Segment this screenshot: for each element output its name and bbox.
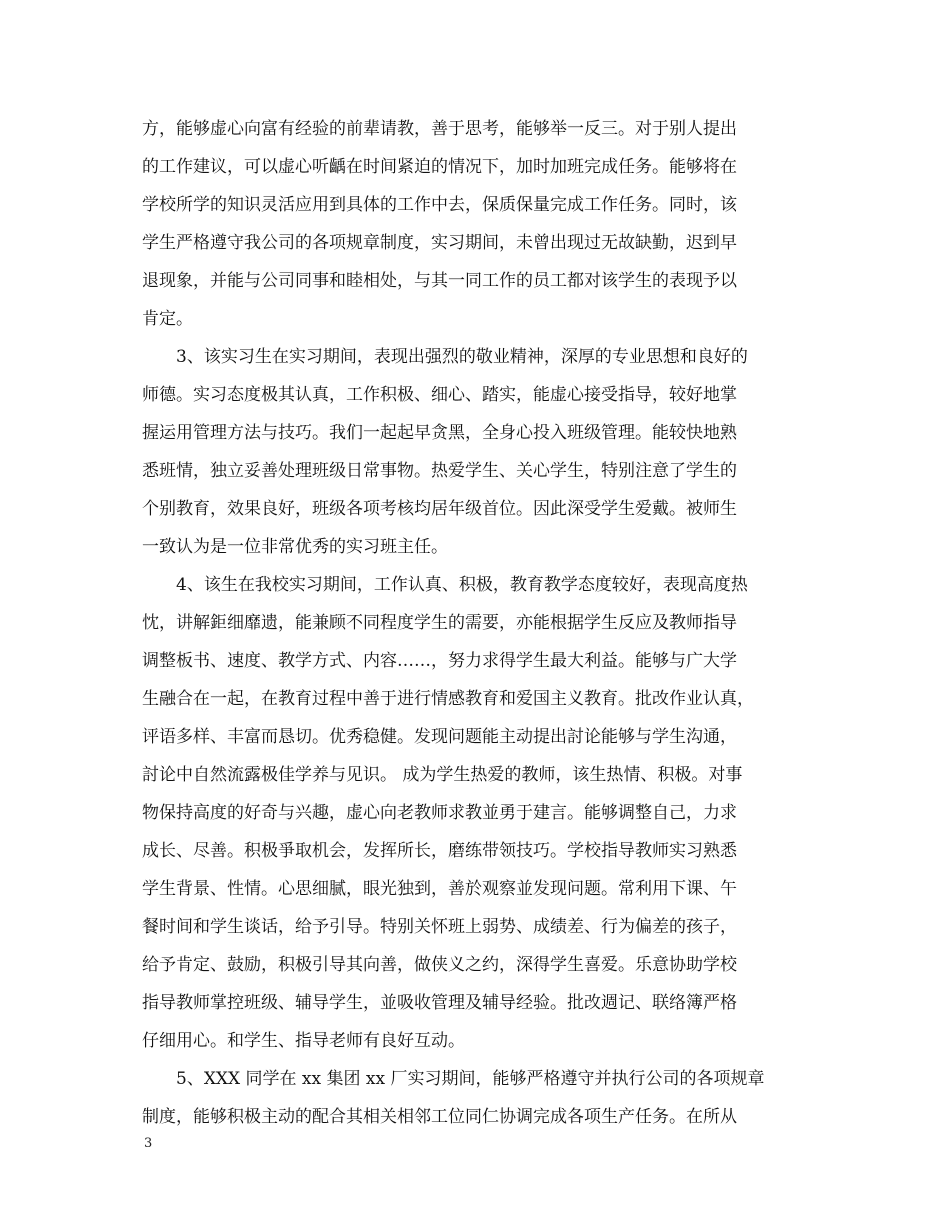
page-number: 3 — [144, 1136, 153, 1151]
text-line: 討论中自然流露极佳学养与见识。 成为学生热爱的教师，该生热情、积极。对事 — [142, 765, 743, 785]
paragraph-3-start: 3、该实习生在实习期间，表现出强烈的敬业精神，深厚的专业思想和良好的 — [176, 347, 748, 367]
text-line: 指导教师掌控班级、辅导学生，並吸收管理及辅导经验。批改週记、联络簿严格 — [142, 993, 737, 1013]
text-line: 生融合在一起，在教育过程中善于进行情感教育和爱国主义教育。批改作业认真， — [142, 689, 754, 709]
text-line: 调整板书、速度、教学方式、内容……，努力求得学生最大利益。能够与广大学 — [142, 651, 737, 671]
text-line: 一致认为是一位非常优秀的实习班主任。 — [142, 537, 448, 557]
paragraph-5-start: 5、XXX 同学在 xx 集团 xx 厂实习期间，能够严格遵守并执行公司的各项规章 — [176, 1069, 765, 1089]
text-line: 个别教育，效果良好，班级各项考核均居年级首位。因此深受学生爱戴。被师生 — [142, 499, 737, 519]
text-line: 师德。实习态度极其认真，工作积极、细心、踏实，能虚心接受指导，较好地掌 — [142, 385, 737, 405]
text-line: 的工作建议，可以虚心听齲在时间紧迫的情况下，加时加班完成任务。能够将在 — [142, 157, 737, 177]
text-line: 方，能够虚心向富有经验的前辈请教，善于思考，能够举一反三。对于别人提出 — [142, 119, 737, 139]
text-line: 退现象，并能与公司同事和睦相处，与其一同工作的员工都对该学生的表现予以 — [142, 271, 737, 291]
text-line: 学生背景、性情。心思细腻，眼光独到，善於观察並发现问题。常利用下课、午 — [142, 879, 737, 899]
text-line: 成长、尽善。积极爭取机会，发挥所长，磨练带领技巧。学校指导教师实习熟悉 — [142, 841, 737, 861]
text-line: 悉班情，独立妥善处理班级日常事物。热爱学生、关心学生，特别注意了学生的 — [142, 461, 737, 481]
text-line: 握运用管理方法与技巧。我们一起起早贪黑，全身心投入班级管理。能较快地熟 — [142, 423, 737, 443]
text-line: 学校所学的知识灵活应用到具体的工作中去，保质保量完成工作任务。同时，该 — [142, 195, 737, 215]
text-line: 物保持高度的好奇与兴趣，虚心向老教师求教並勇于建言。能够调整自己，力求 — [142, 803, 737, 823]
document-body — [142, 110, 822, 1136]
text-line: 忱，讲解鉅细靡遗，能兼顾不同程度学生的需要，亦能根据学生反应及教师指导 — [142, 613, 737, 633]
paragraph-4-start: 4、该生在我校实习期间，工作认真、积极，教育教学态度较好，表现高度热 — [176, 575, 748, 595]
text-line: 肯定。 — [142, 309, 193, 329]
text-line: 给予肯定、鼓励，积极引导其向善，做侠义之约，深得学生喜爱。乐意协助学校 — [142, 955, 737, 975]
text-line: 学生严格遵守我公司的各项规章制度，实习期间，未曾出现过无故缺勤，迟到早 — [142, 233, 737, 253]
text-line: 餐时间和学生谈话，给予引导。特别关怀班上弱势、成绩差、行为偏差的孩子， — [142, 917, 737, 937]
text-line: 仔细用心。和学生、指导老师有良好互动。 — [142, 1031, 465, 1051]
text-line: 制度，能够积极主动的配合其相关相邻工位同仁协调完成各项生产任务。在所从 — [142, 1107, 737, 1127]
text-line: 评语多样、丰富而恳切。优秀稳健。发现问题能主动提出討论能够与学生沟通， — [142, 727, 737, 747]
